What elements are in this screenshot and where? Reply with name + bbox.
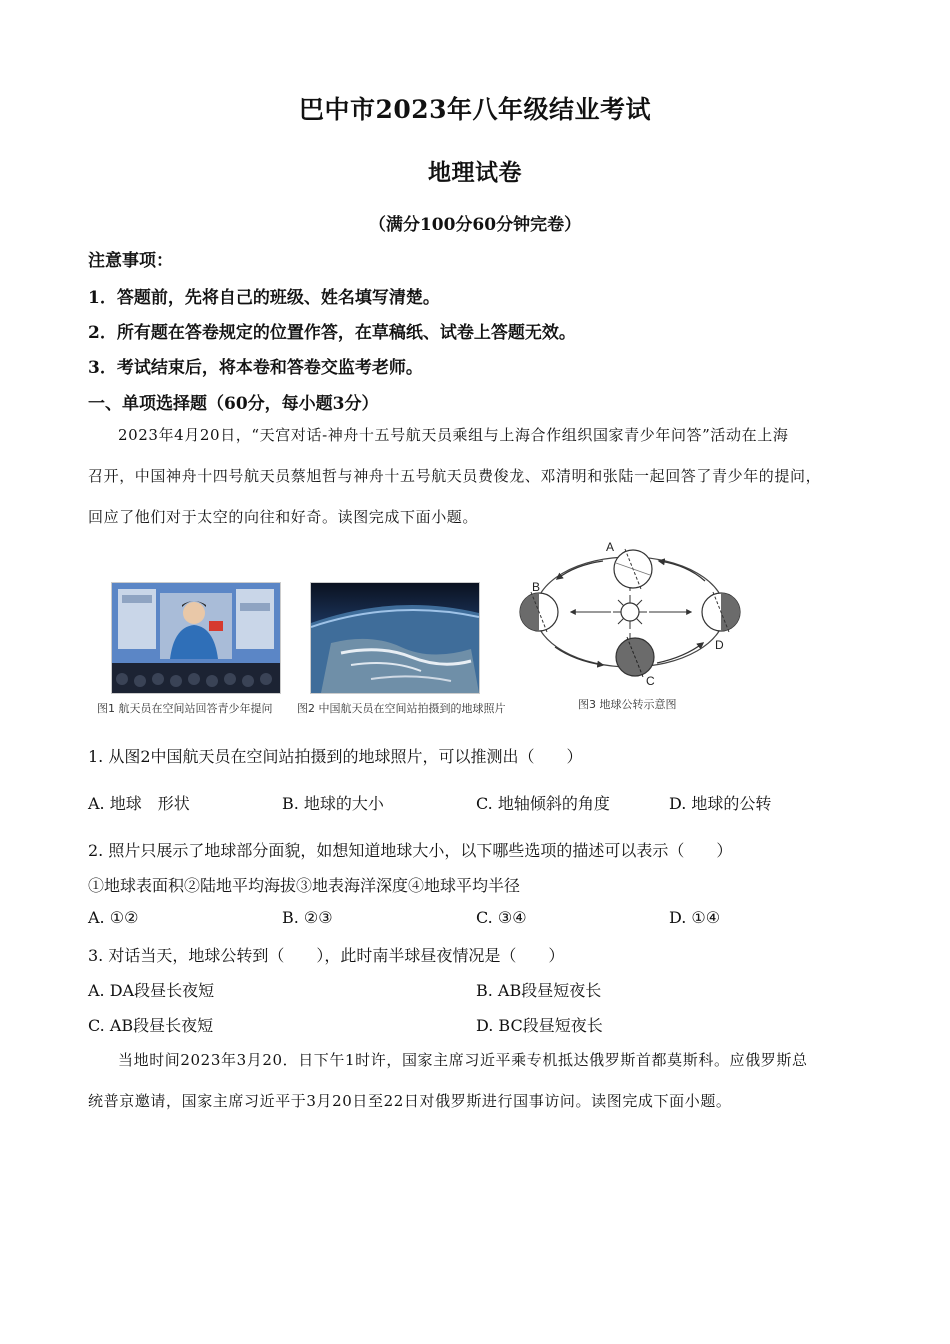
question-1-option-c[interactable]: C. 地轴倾斜的角度 — [476, 794, 610, 813]
earth-position-a — [614, 549, 652, 589]
passage-2-line: 统普京邀请，国家主席习近平于3月20日至22日对俄罗斯进行国事访问。读图完成下面小题。 — [88, 1092, 732, 1110]
question-2-items: ①地球表面积②陆地平均海拔③地表海洋深度④地球平均半径 — [88, 876, 521, 895]
question-3-option-b[interactable]: B. AB段昼短夜长 — [476, 981, 602, 1000]
question-2-option-b[interactable]: B. ②③ — [282, 908, 333, 927]
question-2-option-d[interactable]: D. ①④ — [669, 908, 721, 927]
question-2-option-a[interactable]: A. ①② — [88, 908, 139, 927]
intro-line: 回应了他们对于太空的向往和好奇。读图完成下面小题。 — [88, 508, 479, 526]
orbit-label-d: D — [715, 638, 724, 652]
earth-orbit-diagram — [515, 535, 745, 690]
figure-2-caption: 图2 中国航天员在空间站拍摄到的地球照片 — [297, 702, 506, 715]
notice-heading: 注意事项： — [88, 251, 173, 271]
question-3-stem: 3. 对话当天，地球公转到（ ），此时南半球昼夜情况是（ ） — [88, 946, 565, 965]
score-note: （满分100分60分钟完卷） — [368, 215, 582, 235]
earth-photo — [310, 582, 480, 694]
question-1-stem: 1. 从图2中国航天员在空间站拍摄到的地球照片，可以推测出（ ） — [88, 747, 583, 766]
earth-position-b — [520, 592, 558, 632]
question-1-option-b[interactable]: B. 地球的大小 — [282, 794, 384, 813]
question-3-option-d[interactable]: D. BC段昼短夜长 — [476, 1016, 603, 1035]
notice-item: 2．所有题在答卷规定的位置作答，在草稿纸、试卷上答题无效。 — [88, 323, 576, 343]
notice-item: 1．答题前，先将自己的班级、姓名填写清楚。 — [88, 288, 440, 308]
orbit-label-a: A — [606, 540, 615, 554]
figure-1-caption: 图1 航天员在空间站回答青少年提问 — [97, 702, 273, 715]
question-2-option-c[interactable]: C. ③④ — [476, 908, 527, 927]
notice-item: 3．考试结束后，将本卷和答卷交监考老师。 — [88, 358, 423, 378]
astronaut-photo — [111, 582, 281, 694]
earth-position-d — [702, 592, 740, 632]
question-1-option-d[interactable]: D. 地球的公转 — [669, 794, 772, 813]
exam-title: 巴中市2023年八年级结业考试 — [298, 95, 652, 124]
intro-line: 召开，中国神舟十四号航天员蔡旭哲与神舟十五号航天员费俊龙、邓清明和张陆一起回答了青少年的提问， — [88, 467, 822, 485]
orbit-label-c: C — [646, 674, 655, 688]
question-3-option-c[interactable]: C. AB段昼长夜短 — [88, 1016, 214, 1035]
exam-subtitle: 地理试卷 — [428, 159, 522, 186]
passage-2-line: 当地时间2023年3月20．日下午1时许，国家主席习近平乘专机抵达俄罗斯首都莫斯科。应俄罗斯总 — [118, 1051, 808, 1069]
question-1-option-a[interactable]: A. 地球 形状 — [88, 794, 190, 813]
intro-line: 2023年4月20日，“天宫对话-神舟十五号航天员乘组与上海合作组织国家青少年问答”活动在上海 — [118, 426, 789, 444]
question-3-option-a[interactable]: A. DA段昼长夜短 — [88, 981, 215, 1000]
orbit-label-b: B — [532, 580, 541, 594]
question-2-stem: 2. 照片只展示了地球部分面貌，如想知道地球大小，以下哪些选项的描述可以表示（ ） — [88, 841, 733, 860]
section-heading: 一、单项选择题（60分，每小题3分） — [88, 394, 379, 414]
figure-3-caption: 图3 地球公转示意图 — [578, 698, 677, 711]
sun-icon — [621, 603, 639, 621]
earth-position-c — [616, 637, 654, 677]
